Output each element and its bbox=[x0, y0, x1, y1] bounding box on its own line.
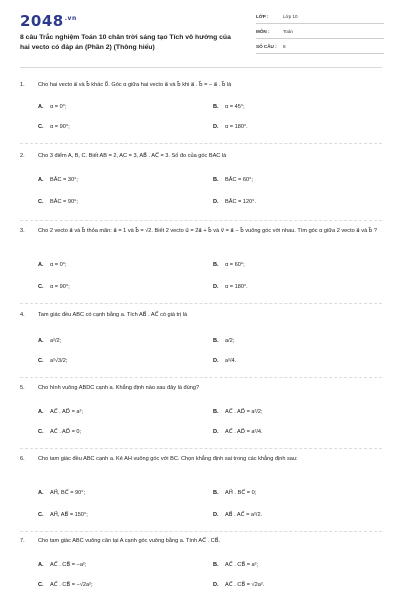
option-label: B. bbox=[213, 177, 219, 183]
question-4 bbox=[20, 311, 382, 369]
option-text: a²/2; bbox=[50, 338, 62, 344]
option-text: AC⃗ . CB⃗ = −√2a²; bbox=[50, 582, 93, 588]
option-label: C. bbox=[38, 429, 44, 435]
option-label: B. bbox=[213, 562, 219, 568]
question-6 bbox=[20, 455, 382, 523]
option-text: α = 45°; bbox=[225, 104, 245, 110]
option-label: D. bbox=[213, 124, 219, 130]
option-label: B. bbox=[213, 262, 219, 268]
option-text: AC⃗ . AD⃗ = a²/4. bbox=[225, 429, 263, 435]
meta-label: LỚP : bbox=[256, 14, 269, 19]
option-b[interactable] bbox=[213, 489, 256, 497]
option-b[interactable] bbox=[213, 408, 263, 416]
option-a[interactable] bbox=[38, 103, 67, 111]
logo-text: 2048 bbox=[20, 12, 64, 30]
header bbox=[0, 0, 400, 62]
option-text: AC⃗ . CB⃗ = −a²; bbox=[50, 562, 87, 568]
meta-divider bbox=[256, 38, 384, 39]
option-text: α = 0°; bbox=[50, 262, 67, 268]
logo-suffix: .vn bbox=[64, 15, 77, 22]
question-number: 5. bbox=[20, 385, 25, 391]
option-c[interactable] bbox=[38, 283, 70, 291]
option-text: α = 90°; bbox=[50, 284, 70, 290]
question-text: Cho tam giác đều ABC cạnh a. Kẻ AH vuông góc với BC. Chọn khẳng định sai trong các khẳng định sau: bbox=[38, 456, 298, 462]
question-text: Cho hình vuông ABDC cạnh a. Khẳng định nào sau đây là đúng? bbox=[38, 385, 200, 391]
question-divider bbox=[20, 531, 382, 532]
option-label: A. bbox=[38, 409, 44, 415]
question-5 bbox=[20, 384, 382, 440]
option-c[interactable] bbox=[38, 357, 67, 365]
option-text: BÂC = 60°; bbox=[225, 177, 253, 183]
option-a[interactable] bbox=[38, 261, 67, 269]
option-label: D. bbox=[213, 582, 219, 588]
option-label: C. bbox=[38, 124, 44, 130]
option-label: C. bbox=[38, 284, 44, 290]
question-2 bbox=[20, 152, 382, 210]
option-label: D. bbox=[213, 429, 219, 435]
option-c[interactable] bbox=[38, 511, 88, 519]
question-text: Cho tam giác ABC vuông cân tại A cạnh góc vuông bằng a. Tính AC⃗ . CB⃗. bbox=[38, 538, 221, 544]
option-label: B. bbox=[213, 409, 219, 415]
question-text: Cho 2 vecto a⃗ và b⃗ thỏa mãn: a⃗ = 1 và b⃗ = √2. Biết 2 vecto u⃗ = 2a⃗ + b⃗ và v⃗ = a⃗ − b⃗ vuông góc với nhau. Tìm góc α giữa 2 vecto a⃗ và b⃗ ? bbox=[38, 228, 377, 234]
option-a[interactable] bbox=[38, 561, 86, 569]
option-label: D. bbox=[213, 358, 219, 364]
header-divider bbox=[20, 67, 382, 68]
option-text: BÂC = 120°. bbox=[225, 199, 257, 205]
option-label: A. bbox=[38, 177, 44, 183]
site-logo[interactable] bbox=[20, 12, 77, 30]
question-divider bbox=[20, 143, 382, 144]
option-text: BÂC = 30°; bbox=[50, 177, 78, 183]
meta-row-subject bbox=[256, 29, 293, 34]
option-b[interactable] bbox=[213, 337, 234, 345]
meta-label: MÔN : bbox=[256, 29, 270, 34]
option-a[interactable] bbox=[38, 176, 78, 184]
option-b[interactable] bbox=[213, 103, 245, 111]
option-text: AC⃗ . AD⃗ = a²/2; bbox=[225, 409, 263, 415]
option-text: α = 180°. bbox=[225, 124, 248, 130]
option-text: AH⃗ . BC⃗ = 0; bbox=[225, 490, 257, 496]
option-label: C. bbox=[38, 512, 44, 518]
question-number: 6. bbox=[20, 456, 25, 462]
option-text: AC⃗ . CB⃗ = a²; bbox=[225, 562, 259, 568]
document-title: 8 câu Trắc nghiệm Toán 10 chân trời sáng tạo Tích vô hướng của hai vecto có đáp án (Phần 2) (Thông hiểu) bbox=[20, 34, 231, 51]
option-text: AH⃗, AB⃗ = 150°; bbox=[50, 512, 88, 518]
option-text: α = 180°. bbox=[225, 284, 248, 290]
option-text: AC⃗ . AD⃗ = 0; bbox=[50, 429, 82, 435]
option-label: A. bbox=[38, 104, 44, 110]
option-label: B. bbox=[213, 490, 219, 496]
option-text: a²√3/2; bbox=[50, 358, 68, 364]
option-label: B. bbox=[213, 338, 219, 344]
option-c[interactable] bbox=[38, 123, 70, 131]
option-d[interactable] bbox=[213, 511, 262, 519]
meta-label: SỐ CÂU : bbox=[256, 44, 277, 49]
question-number: 1. bbox=[20, 82, 25, 88]
option-text: a/2; bbox=[225, 338, 235, 344]
option-c[interactable] bbox=[38, 428, 81, 436]
option-label: C. bbox=[38, 582, 44, 588]
option-label: A. bbox=[38, 490, 44, 496]
option-b[interactable] bbox=[213, 261, 245, 269]
option-label: C. bbox=[38, 358, 44, 364]
question-number: 7. bbox=[20, 538, 25, 544]
question-number: 2. bbox=[20, 153, 25, 159]
meta-divider bbox=[256, 23, 384, 24]
question-1 bbox=[20, 81, 382, 136]
question-divider bbox=[20, 448, 382, 449]
option-text: α = 0°; bbox=[50, 104, 67, 110]
meta-value: 8 bbox=[283, 44, 286, 49]
option-text: AC⃗ . AD⃗ = a²; bbox=[50, 409, 83, 415]
question-number: 3. bbox=[20, 228, 25, 234]
question-text: Cho 3 điểm A, B, C. Biết AB = 2, AC = 3, AB⃗ . AC⃗ = 3. Số đo của góc BAC là bbox=[38, 153, 227, 159]
option-label: D. bbox=[213, 199, 219, 205]
option-label: A. bbox=[38, 262, 44, 268]
question-divider bbox=[20, 220, 382, 221]
option-label: D. bbox=[213, 284, 219, 290]
option-label: C. bbox=[38, 199, 44, 205]
option-label: B. bbox=[213, 104, 219, 110]
question-7 bbox=[20, 537, 382, 597]
option-text: α = 90°; bbox=[50, 124, 70, 130]
meta-row-count bbox=[256, 44, 286, 49]
option-label: A. bbox=[38, 338, 44, 344]
meta-value: Toán bbox=[283, 29, 293, 34]
option-text: BÂC = 90°; bbox=[50, 199, 78, 205]
option-d[interactable] bbox=[213, 428, 263, 436]
question-3 bbox=[20, 227, 382, 295]
option-text: α = 60°; bbox=[225, 262, 245, 268]
option-c[interactable] bbox=[38, 581, 93, 589]
option-text: AC⃗ . CB⃗ = √2a². bbox=[225, 582, 265, 588]
option-a[interactable] bbox=[38, 408, 83, 416]
option-label: D. bbox=[213, 512, 219, 518]
option-a[interactable] bbox=[38, 337, 61, 345]
meta-divider bbox=[256, 53, 384, 54]
question-text: Cho hai vecto a⃗ và b⃗ khác 0⃗. Góc α giữa hai vecto a⃗ và b⃗ khi a⃗ . b⃗ = − a⃗ . b⃗ là bbox=[38, 82, 232, 88]
question-number: 4. bbox=[20, 312, 25, 318]
option-text: a²/4. bbox=[225, 358, 237, 364]
option-c[interactable] bbox=[38, 198, 78, 206]
option-d[interactable] bbox=[213, 283, 248, 291]
meta-row-class bbox=[256, 14, 298, 19]
option-d[interactable] bbox=[213, 581, 264, 589]
option-label: A. bbox=[38, 562, 44, 568]
meta-value: Lớp 10 bbox=[283, 14, 298, 19]
option-d[interactable] bbox=[213, 123, 248, 131]
option-d[interactable] bbox=[213, 357, 236, 365]
option-d[interactable] bbox=[213, 198, 256, 206]
question-text: Tam giác đều ABC có cạnh bằng a. Tích AB⃗ . AC⃗ có giá trị là bbox=[38, 312, 188, 318]
option-text: AB⃗ . AC⃗ = a²/2. bbox=[225, 512, 263, 518]
question-divider bbox=[20, 377, 382, 378]
option-a[interactable] bbox=[38, 489, 85, 497]
question-divider bbox=[20, 303, 382, 304]
option-b[interactable] bbox=[213, 176, 253, 184]
option-text: AH⃗, BC⃗ = 90°; bbox=[50, 490, 86, 496]
option-b[interactable] bbox=[213, 561, 258, 569]
